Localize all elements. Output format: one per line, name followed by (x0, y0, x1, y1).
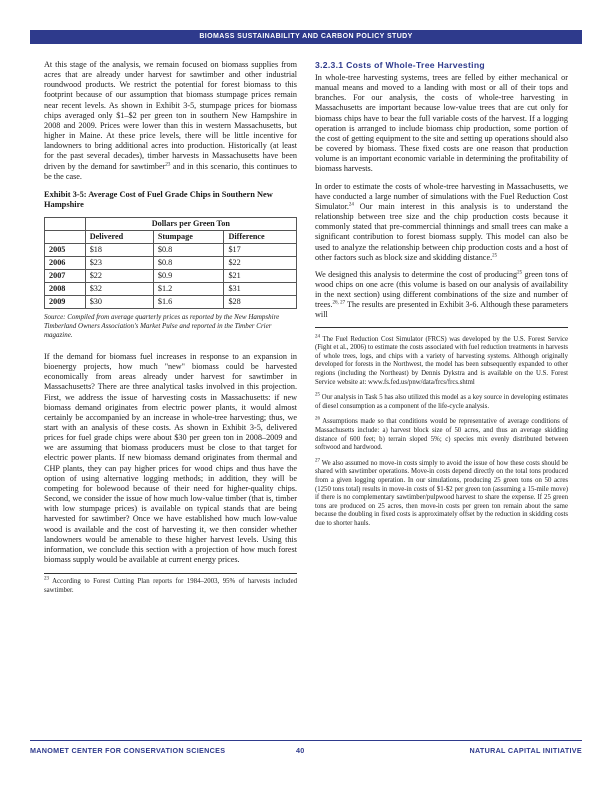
table-corner (45, 217, 86, 230)
column-header: Delivered (85, 230, 153, 243)
whole-tree-paragraph: In whole-tree harvesting systems, trees are felled by either mechanical or manual means and moved to a landing with most or all of their tops and branches. For our analysis, the costs of whole-tree harvesting in Massachusetts are important because low-value trees that are cut only for biomass chips have to bear the full variable costs of the harvest. If a logging operation is arranged to include biomass chip production, some portion of the cost of getting equipment to the site and setting up operations should also be covered by biomass. These fixed costs are one reason that production volume is an important economic variable in determining the profitability of biomass harvests. (315, 73, 568, 174)
delivered-cell: $32 (85, 282, 153, 295)
difference-cell: $28 (224, 295, 297, 308)
stumpage-cell: $0.8 (153, 243, 224, 256)
design-paragraph: We designed this analysis to determine the cost of producing$^{25}$ green tons of wood chips on one acre (this volume is based on our analysis of availability in the next section) using different combinations of the size and number of trees.$^{26, 27}$ The results are presented in Exhibit 3-6. Although these parameters will (315, 269, 569, 320)
delivered-cell: $23 (85, 256, 153, 269)
year-cell: 2005 (45, 243, 86, 256)
page-number: 40 (296, 746, 305, 755)
intro-paragraph: At this stage of the analysis, we remain focused on biomass supplies from acres that are already under harvest for sawtimber and other industrial roundwood products. We restrict the potential for forest biomass to this footprint because of our assumption that biomass stumpage prices remain near recent levels. As shown in Exhibit 3-5, stumpage prices for biomass chips averaged only $1–$2 per green ton in southern New Hampshire in 2008 and 2009. Prices were lower than this in western Massachusetts, but higher in Maine. At these price levels, there will be little incentive for landowners to bring additional acres into production. Historically (at least for the past several decades), timber harvests in Massachusetts have been driven by the demand for sawtimber$^{23}$ and in this scenario, this continues to be the case. (44, 60, 297, 181)
section-title: 3.2.3.1 Costs of Whole-Tree Harvesting (315, 60, 485, 70)
table-row (45, 282, 297, 295)
stumpage-cell: $0.8 (153, 256, 224, 269)
table-row (45, 295, 297, 308)
column-header: Stumpage (153, 230, 224, 243)
table-row (45, 269, 297, 282)
analysis-paragraph: If the demand for biomass fuel increases in response to an expansion in bioenergy projects, how much "new" biomass could be harvested economically from areas already under harvest for sawtimber in Massachusetts? There are three analytical tasks involved in this projection. First, we address the issue of harvesting costs in Massachusetts: if new biomass demand originates from electric power plants, it would almost certainly be accompanied by an increase in whole-tree harvesting; thus, we start with an analysis of these costs. As shown in Exhibit 3-5, delivered prices for fuel grade chips were about $30 per green ton in 2008–2009 and we are assuming that biomass producers must be close to that target for electric power plants. If new biomass demand originates from thermal and CHP plants, they can pay higher prices for wood chips and thus have the option of using alternative logging methods; in addition, they will be competing for bolewood because of their need for higher-quality chips. Second, we consider the issue of how much low-value timber (that is, timber with low stumpage prices) is available on typical stands that are being harvested for sawtimber? Once we have established how much low-value wood is available and the cost of harvesting it, we then consider whether landowners would be amenable to these higher harvest levels. Using this information, we conclude this section with a projection of how much forest biomass supply would be available at current energy prices. (44, 351, 297, 564)
footnote-27: $^{27}$ We also assumed no move-in costs simply to avoid the issue of how these costs should be shared with sawtimber operations. Move-in costs depend directly on the total tons produced from a given logging operation. In our simulations, producing 25 green tons on 50 acres (1250 tons total) results in move-in costs of $1-$2 per green ton (assuming a 15-mile move) if there is no complementary sawtimber/pulpwood harvest to share the expense. If 25 green tons are produced on 25 acres, then move-in costs per green ton remain about the same because the doubling in fixed costs is approximately offset by the reduction in skidding costs due to shorter hauls. (315, 458, 568, 527)
footnote-25: $^{25}$ Our analysis in Task 5 has also utilized this model as a key source in developing estimates of diesel consumption as a component of the life-cycle analysis. (315, 392, 568, 410)
table-row (45, 243, 297, 256)
footer-initiative: NATURAL CAPITAL INITIATIVE (469, 746, 582, 755)
exhibit-title: Exhibit 3-5: Average Cost of Fuel Grade Chips in Southern New Hampshire (44, 189, 273, 210)
running-header: BIOMASS SUSTAINABILITY AND CARBON POLICY STUDY (30, 30, 582, 44)
right-column (315, 60, 568, 528)
year-cell: 2009 (45, 295, 86, 308)
delivered-cell: $30 (85, 295, 153, 308)
footnote-26: $^{26}$ Assumptions made so that conditions would be representative of average conditions of Massachusetts include: a) harvest block size of 50 acres, and thus an average skidding distance of 600 feet; b) terrain sloped 5%; c) species mix evenly distributed between softwood and hardwood. (315, 417, 568, 452)
stumpage-cell: $1.2 (153, 282, 224, 295)
delivered-cell: $18 (85, 243, 153, 256)
footnote-ref-23[interactable]: 23 (165, 161, 171, 167)
simulation-paragraph: In order to estimate the costs of whole-tree harvesting in Massachusetts, we have conducted a large number of simulations with the Fuel Reduction Cost Simulator.$^{24}$ Our main interest in this analysis is to understand the relationship between tree size and the chip production costs because it commonly stated that pre-commercial thinnings and small trees can make a significant contribution to forest biomass supply. This model can also be used to analyze the relationship between chip production costs and a host of other factors such as block size and skidding distance.$^{25}$ (315, 181, 568, 262)
table-source-note: Source: Compiled from average quarterly prices as reported by the New Hampshire Timberland Owners Association's Market Pulse and reported in the Timber Crier magazine. (44, 312, 280, 339)
year-cell: 2006 (45, 256, 86, 269)
stumpage-cell: $0.9 (153, 269, 224, 282)
column-header: Difference (224, 230, 297, 243)
footnote-ref-25[interactable]: 25 (492, 252, 498, 258)
footnote-23: $^{23}$ According to Forest Cutting Plan reports for 1984–2003, 95% of harvests included sawtimber. (44, 576, 297, 594)
footnote-divider (44, 573, 297, 574)
footnote-24: $^{24}$ The Fuel Reduction Cost Simulator (FRCS) was developed by the U.S. Forest Service (Fight et al., 2006) to estimate the costs associated with fuel reduction treatments in harvests of whole trees, logs, and chips with a variety of harvesting systems. Although originally developed for forests in the Northwest, the model has been subsequently expanded to other regions (including the Northeast) by Dennis Dykstra and is available on the U.S. Forest Service website at: www.fs.fed.us/pnw/data/frcs/frcs.shtml (315, 334, 568, 386)
difference-cell: $21 (224, 269, 297, 282)
year-cell: 2007 (45, 269, 86, 282)
footer-org: MANOMET CENTER FOR CONSERVATION SCIENCES (30, 746, 226, 755)
table-corner (45, 230, 86, 243)
difference-cell: $22 (224, 256, 297, 269)
table-top-header: Dollars per Green Ton (85, 217, 296, 230)
price-table (44, 217, 297, 309)
footnote-divider (315, 327, 568, 328)
footnote-ref-24[interactable]: 24 (348, 202, 354, 208)
left-column (44, 60, 297, 595)
table-row (45, 256, 297, 269)
year-cell: 2008 (45, 282, 86, 295)
footnote-ref-26-27[interactable]: 26, 27 (332, 300, 346, 306)
difference-cell: $17 (224, 243, 297, 256)
stumpage-cell: $1.6 (153, 295, 224, 308)
footer-divider (30, 740, 582, 741)
difference-cell: $31 (224, 282, 297, 295)
delivered-cell: $22 (85, 269, 153, 282)
